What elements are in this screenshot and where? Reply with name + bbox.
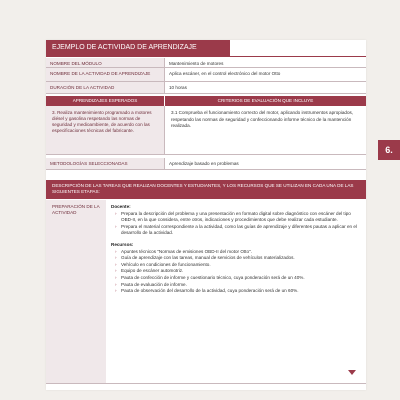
learning-text: 3. Realiza mantenimiento programado a motores diésel y gasolina respetando las normas de seguridad y medioambiente, de acuerdo con las especificaciones técnicas del fabricante. (46, 106, 164, 154)
list-item: › Pauta de confección de informe y cuestionario técnico, cuya ponderación será de un 40%. (117, 275, 360, 282)
list-item: › Prepara el material correspondiente a la actividad, como las guías de aprendizaje y diferentes pautas a aplicar en el desarrollo de la actividad. (117, 224, 360, 237)
docente-list (111, 211, 360, 237)
list-item: › Pauta de observación del desarrollo de la actividad, cuya ponderación será de un 60%. (117, 288, 360, 295)
methodology-label: METODOLOGÍAS SELECCIONADAS (46, 158, 164, 169)
criteria-header: CRITERIOS DE EVALUACIÓN QUE INCLUYE (165, 96, 366, 106)
methodology-row (46, 158, 366, 170)
stage-details (107, 200, 366, 383)
docente-heading: Docente: (111, 204, 131, 209)
list-item: › Guía de aprendizaje con las tareas, manual de servicios de vehículos materializados. (117, 255, 360, 262)
learning-row (46, 106, 366, 155)
chapter-tab: 6. (378, 140, 400, 160)
field-row-duration (46, 82, 366, 94)
field-value: Mantenimiento de motores (164, 58, 366, 67)
field-row-activity (46, 68, 366, 82)
field-label: DURACIÓN DE LA ACTIVIDAD (46, 82, 164, 93)
activity-page (46, 40, 366, 390)
description-header: DESCRIPCIÓN DE LAS TAREAS QUE REALIZAN DOCENTES Y ESTUDIANTES, Y LOS RECURSOS QUE SE UTILIZAN EN CADA UNA DE LAS SIGUIENTES ETAPAS: (46, 180, 366, 199)
field-label: NOMBRE DE LA ACTIVIDAD DE APRENDIZAJE (46, 68, 164, 81)
field-row-module (46, 58, 366, 68)
list-item: › Equipo de escáner automotriz. (117, 268, 360, 275)
title-divider (46, 56, 366, 57)
field-value: Aplica escáner, en el control electrónico del motor Otto (164, 68, 366, 81)
list-item: › Pauta de evaluación de informe. (117, 282, 360, 289)
stage-content (46, 200, 366, 384)
stage-label: PREPARACIÓN DE LA ACTIVIDAD (46, 200, 106, 383)
learning-header: APRENDIZAJES ESPERADOS (46, 96, 164, 106)
recursos-list (111, 249, 360, 295)
list-item: › Vehículo en condiciones de funcionamiento. (117, 262, 360, 269)
field-label: NOMBRE DEL MÓDULO (46, 58, 164, 67)
page-title: EJEMPLO DE ACTIVIDAD DE APRENDIZAJE (46, 40, 230, 56)
list-item: › Apuntes técnicos "Normas de emisiones OBD-II del motor Otto". (117, 249, 360, 256)
triangle-down-icon (348, 370, 356, 375)
methodology-value: Aprendizaje basado en problemas (164, 158, 366, 169)
recursos-heading: Recursos: (111, 241, 134, 247)
list-item: › Prepara la descripción del problema y una presentación en formato digital sobre diagnóstico con escáner del tipo OBD-II, en la que considera, entre otros, indicaciones y procedimientos que debe realizar cada estudiante. (117, 211, 360, 224)
learning-header-row (46, 96, 366, 106)
criteria-text: 3.1 Comprueba el funcionamiento correcto del motor, aplicando instrumentos apropiados, respetando las normas de seguridad y confeccionando informe técnico de la mantención realizada. (164, 106, 366, 154)
field-value: 10 horas (164, 82, 366, 93)
